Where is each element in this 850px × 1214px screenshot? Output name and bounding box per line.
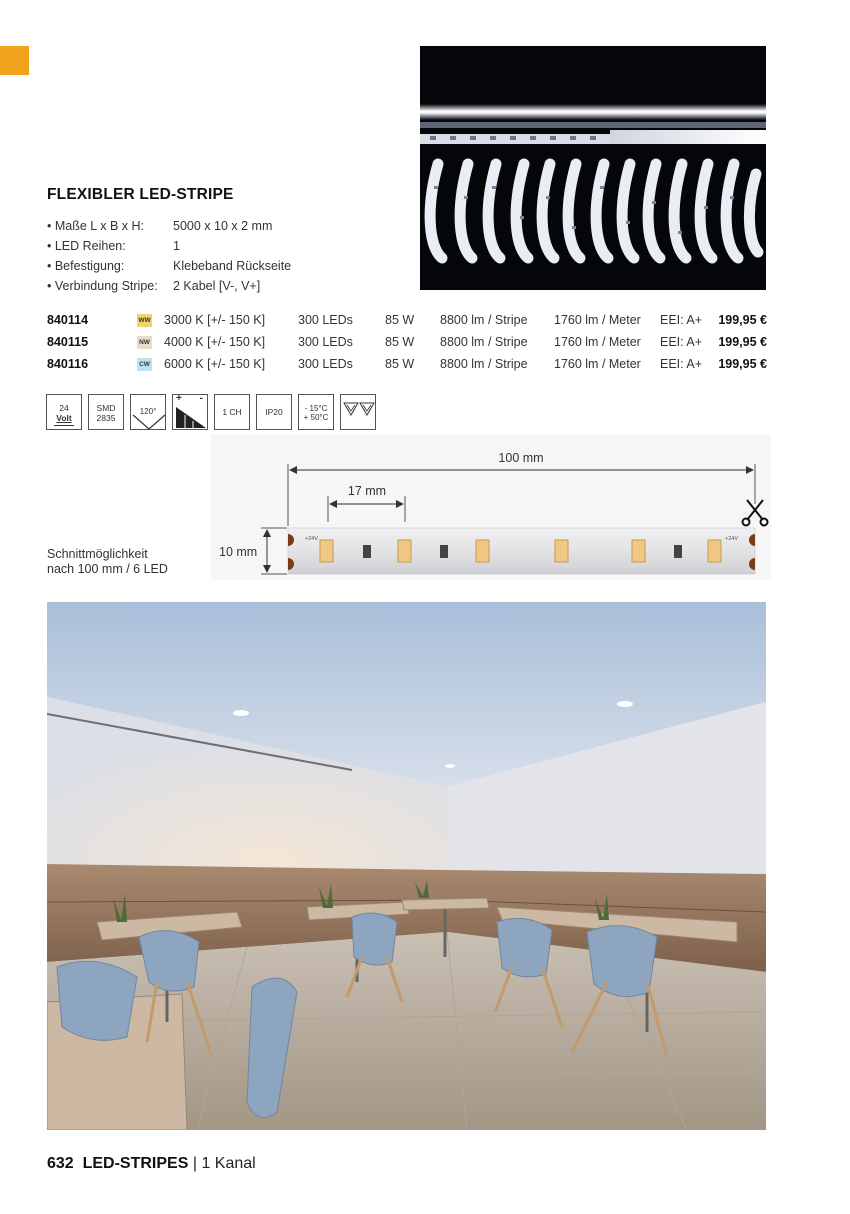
mounting-surface-icon	[340, 394, 376, 430]
price: 199,95 €	[718, 335, 767, 349]
product-photo-led-reel	[420, 46, 766, 290]
cut-note: Schnittmöglichkeit nach 100 mm / 6 LED	[47, 547, 168, 576]
section-name: LED-STRIPES	[82, 1155, 189, 1172]
spec-label: • Maße L x B x H:	[47, 219, 144, 233]
room-application-photo	[47, 602, 766, 1130]
energy-class: EEI: A+	[660, 313, 703, 327]
flux-per-meter: 1760 lm / Meter	[554, 313, 641, 327]
price: 199,95 €	[718, 313, 767, 327]
variant-row	[47, 313, 767, 333]
article-number: 840115	[47, 335, 89, 349]
spec-value: Klebeband Rückseite	[173, 259, 292, 273]
length-label: 100 mm	[498, 451, 544, 465]
variant-row	[47, 357, 767, 377]
article-number: 840114	[47, 313, 89, 327]
spec-label: • Verbindung Stripe:	[47, 279, 158, 293]
color-temperature: 4000 K [+/- 150 K]	[164, 335, 266, 349]
temperature-range-icon: - 15°C + 50°C	[298, 394, 334, 430]
channel-count-icon: 1 CH	[214, 394, 250, 430]
flux-per-stripe: 8800 lm / Stripe	[440, 313, 528, 327]
width-label: 10 mm	[219, 545, 258, 559]
footer-separator: |	[192, 1155, 197, 1172]
page-number: 632	[47, 1155, 74, 1172]
spec-value: 1	[173, 239, 180, 253]
power: 85 W	[385, 313, 415, 327]
led-count: 300 LEDs	[298, 335, 353, 349]
flux-per-stripe: 8800 lm / Stripe	[440, 357, 528, 371]
power: 85 W	[385, 335, 415, 349]
led-count: 300 LEDs	[298, 313, 353, 327]
spec-value: 5000 x 10 x 2 mm	[173, 219, 273, 233]
voltage-marking: +24V	[305, 536, 318, 542]
voltage-icon: 24 Volt	[46, 394, 82, 430]
flux-per-meter: 1760 lm / Meter	[554, 335, 641, 349]
product-title: FLEXIBLER LED-STRIPE	[47, 186, 234, 203]
voltage-marking: +24V	[725, 536, 738, 542]
variant-row	[47, 335, 767, 355]
subsection-name: 1 Kanal	[201, 1155, 256, 1172]
page-footer	[47, 1155, 256, 1173]
ip-rating-icon: IP20	[256, 394, 292, 430]
smd-chip-icon: SMD 2835	[88, 394, 124, 430]
led-count: 300 LEDs	[298, 357, 353, 371]
energy-class: EEI: A+	[660, 357, 703, 371]
color-temperature-badge: CW	[137, 358, 152, 371]
pitch-label: 17 mm	[347, 484, 387, 498]
energy-class: EEI: A+	[660, 335, 703, 349]
spec-value: 2 Kabel [V-, V+]	[173, 279, 261, 293]
color-temperature-badge: NW	[137, 336, 152, 349]
section-color-tab	[0, 46, 29, 75]
beam-angle-icon: 120°	[130, 394, 166, 430]
dimension-diagram	[211, 434, 771, 580]
price: 199,95 €	[718, 357, 767, 371]
flux-per-stripe: 8800 lm / Stripe	[440, 335, 528, 349]
color-temperature: 3000 K [+/- 150 K]	[164, 313, 266, 327]
dimmable-icon: + -	[172, 394, 208, 430]
color-temperature: 6000 K [+/- 150 K]	[164, 357, 266, 371]
power: 85 W	[385, 357, 415, 371]
article-number: 840116	[47, 357, 89, 371]
color-temperature-badge: WW	[137, 314, 152, 327]
flux-per-meter: 1760 lm / Meter	[554, 357, 641, 371]
spec-label: • LED Reihen:	[47, 239, 126, 253]
spec-label: • Befestigung:	[47, 259, 125, 273]
